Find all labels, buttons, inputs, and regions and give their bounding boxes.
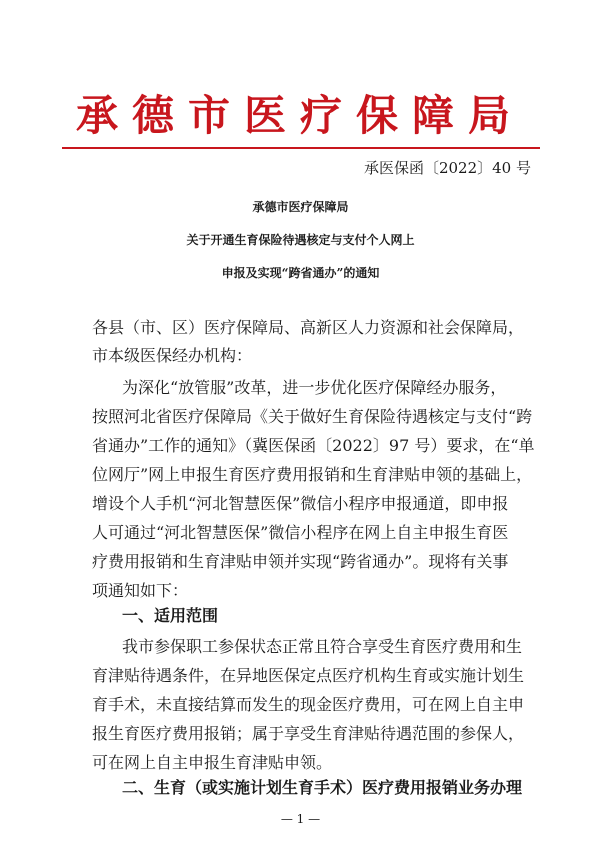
section-1-line-3: 育手术，未直接结算而发生的现金医疗费用，可在网上自主申 <box>92 695 525 714</box>
document-number: 承医保函〔2022〕40 号 <box>363 159 531 177</box>
title-line-1: 承德市医疗保障局 <box>252 200 349 214</box>
intro-line-6: 人可通过“河北智慧医保”微信小程序在网上自主申报生育医 <box>92 523 509 542</box>
red-separator-line <box>62 147 540 149</box>
recipients-line-2: 市本级医保经办机构： <box>92 346 253 365</box>
section-1-line-1: 我市参保职工参保状态正常且符合享受生育医疗费用和生 <box>122 637 523 656</box>
intro-line-2: 按照河北省医疗保障局《关于做好生育保险待遇核定与支付“跨 <box>92 407 533 426</box>
section-2-heading: 二、生育（或实施计划生育手术）医疗费用报销业务办理 <box>122 778 523 797</box>
section-1-heading: 一、适用范围 <box>122 606 219 625</box>
intro-line-7: 疗费用报销和生育津贴申领并实现“跨省通办”。现将有关事 <box>92 552 509 571</box>
intro-line-3: 省通办”工作的通知》（冀医保函〔2022〕97 号）要求，在“单 <box>92 436 535 455</box>
intro-line-5: 增设个人手机“河北智慧医保”微信小程序申报通道，即申报 <box>92 494 509 513</box>
page-number: — 1 — <box>280 812 321 826</box>
intro-line-8: 项通知如下： <box>92 581 189 600</box>
recipients-line-1: 各县（市、区）医疗保障局、高新区人力资源和社会保障局， <box>92 318 525 337</box>
agency-header: 承德市医疗保障局 <box>75 91 524 140</box>
section-1-line-4: 报生育医疗费用报销；属于享受生育津贴待遇范围的参保人， <box>92 724 525 743</box>
title-line-2: 关于开通生育保险待遇核定与支付个人网上 <box>186 233 415 247</box>
intro-line-4: 位网厅”网上申报生育医疗费用报销和生育津贴申领的基础上， <box>92 465 533 484</box>
intro-line-1: 为深化“放管服”改革，进一步优化医疗保障经办服务， <box>122 378 507 397</box>
section-1-line-2: 育津贴待遇条件，在异地医保定点医疗机构生育或实施计划生 <box>92 666 525 685</box>
section-1-line-5: 可在网上自主申报生育津贴申领。 <box>92 753 333 772</box>
title-line-3: 申报及实现“跨省通办”的通知 <box>221 266 380 280</box>
